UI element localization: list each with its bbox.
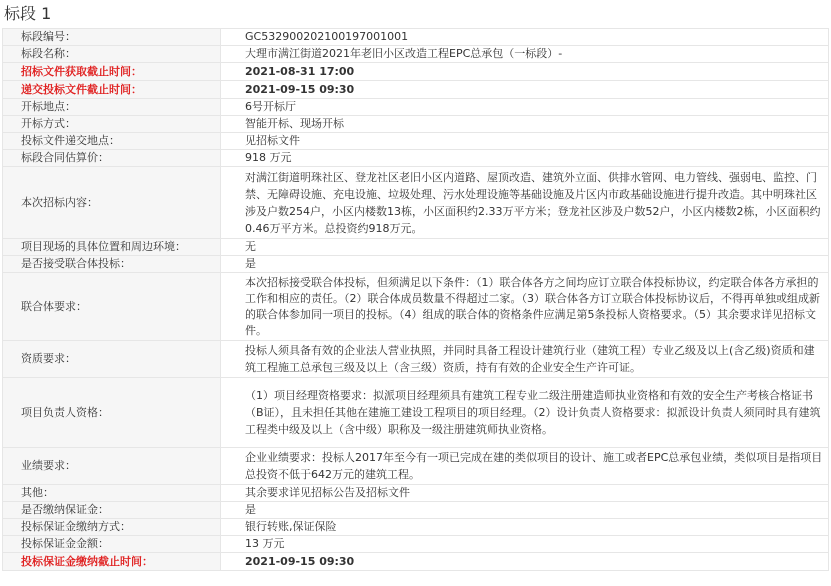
row-label: 开标方式： <box>3 116 221 133</box>
row-value: 大理市满江街道2021年老旧小区改造工程EPC总承包（一标段）- <box>221 46 829 63</box>
table-row <box>3 485 829 502</box>
row-value: 13 万元 <box>221 536 829 553</box>
row-label: 标段名称： <box>3 46 221 63</box>
table-row <box>3 99 829 116</box>
row-value-deadline: 2021-09-15 09:30 <box>221 81 829 99</box>
row-value: 是 <box>221 502 829 519</box>
row-value: （1）项目经理资格要求：拟派项目经理须具有建筑工程专业二级注册建造师执业资格和有效的安全生产考核合格证书（B证），且未担任其他在建施工建设工程项目的项目经理。（2）设计负责人资格要求：拟派设计负责人须同时具有建筑工程类中级及以上（含中级）职称及一级注册建筑师执业资格。 <box>221 378 829 448</box>
row-value: 其余要求详见招标公告及招标文件 <box>221 485 829 502</box>
table-row <box>3 553 829 571</box>
row-value: 本次招标接受联合体投标，但须满足以下条件：（1）联合体各方之间均应订立联合体投标协议，约定联合体各方承担的工作和相应的责任。（2）联合体成员数量不得超过二家。（3）联合体各方订立联合体投标协议后，不得再单独或组成新的联合体参加同一项目的投标。（4）组成的联合体的资格条件应满足第5条投标人资格要求。（5）其余要求详见招标文件。 <box>221 273 829 341</box>
table-row <box>3 378 829 448</box>
table-row <box>3 133 829 150</box>
table-row <box>3 341 829 378</box>
row-label-highlight: 递交投标文件截止时间： <box>3 81 221 99</box>
table-row <box>3 81 829 99</box>
row-value: 企业业绩要求：投标人2017年至今有一项已完成在建的类似项目的设计、施工或者EPC总承包业绩，类似项目是指项目总投资不低于642万元的建筑工程。 <box>221 448 829 485</box>
row-label-highlight: 招标文件获取截止时间： <box>3 63 221 81</box>
row-label-highlight: 投标保证金缴纳截止时间： <box>3 553 221 571</box>
row-label: 标段合同估算价： <box>3 150 221 167</box>
row-value: 918 万元 <box>221 150 829 167</box>
row-label: 项目负责人资格： <box>3 378 221 448</box>
row-value: 见招标文件 <box>221 133 829 150</box>
table-row <box>3 167 829 239</box>
section-title: 标段 1 <box>4 4 52 23</box>
row-label: 开标地点： <box>3 99 221 116</box>
row-value: 对满江街道明珠社区、登龙社区老旧小区内道路、屋顶改造、建筑外立面、供排水管网、电力管线、强弱电、监控、门禁、无障碍设施、充电设施、垃圾处理、污水处理设施等基础设施及片区内市政基础设施进行提升改造。其中明珠社区涉及户数254户，小区内楼数13栋，小区面积约2.33万平方米；登龙社区涉及户数52户，小区内楼数2栋，小区面积约0.46万平方米。总投资约918万元。 <box>221 167 829 239</box>
row-label: 本次招标内容： <box>3 167 221 239</box>
table-row <box>3 536 829 553</box>
row-value: 投标人须具备有效的企业法人营业执照，并同时具备工程设计建筑行业（建筑工程）专业乙级及以上(含乙级)资质和建筑工程施工总承包三级及以上（含三级）资质，持有有效的企业安全生产许可证。 <box>221 341 829 378</box>
row-label: 投标保证金缴纳方式： <box>3 519 221 536</box>
row-label: 资质要求： <box>3 341 221 378</box>
row-value-deadline: 2021-09-15 09:30 <box>221 553 829 571</box>
table-row <box>3 63 829 81</box>
table-row <box>3 150 829 167</box>
row-label: 是否接受联合体投标： <box>3 256 221 273</box>
table-row <box>3 519 829 536</box>
row-label: 其他： <box>3 485 221 502</box>
row-label: 标段编号： <box>3 29 221 46</box>
row-value: GC532900202100197001001 <box>221 29 829 46</box>
row-label: 是否缴纳保证金： <box>3 502 221 519</box>
row-label: 投标文件递交地点： <box>3 133 221 150</box>
row-value: 是 <box>221 256 829 273</box>
row-label: 项目现场的具体位置和周边环境： <box>3 239 221 256</box>
table-row <box>3 502 829 519</box>
table-row <box>3 273 829 341</box>
table-row <box>3 256 829 273</box>
row-value: 6号开标厅 <box>221 99 829 116</box>
row-value: 银行转账,保证保险 <box>221 519 829 536</box>
tender-info-table <box>2 28 829 571</box>
row-value: 无 <box>221 239 829 256</box>
table-row <box>3 239 829 256</box>
row-label: 联合体要求： <box>3 273 221 341</box>
row-value-deadline: 2021-08-31 17:00 <box>221 63 829 81</box>
table-row <box>3 46 829 63</box>
row-label: 投标保证金金额： <box>3 536 221 553</box>
table-row <box>3 116 829 133</box>
row-value: 智能开标、现场开标 <box>221 116 829 133</box>
row-label: 业绩要求： <box>3 448 221 485</box>
table-row <box>3 448 829 485</box>
table-row <box>3 29 829 46</box>
